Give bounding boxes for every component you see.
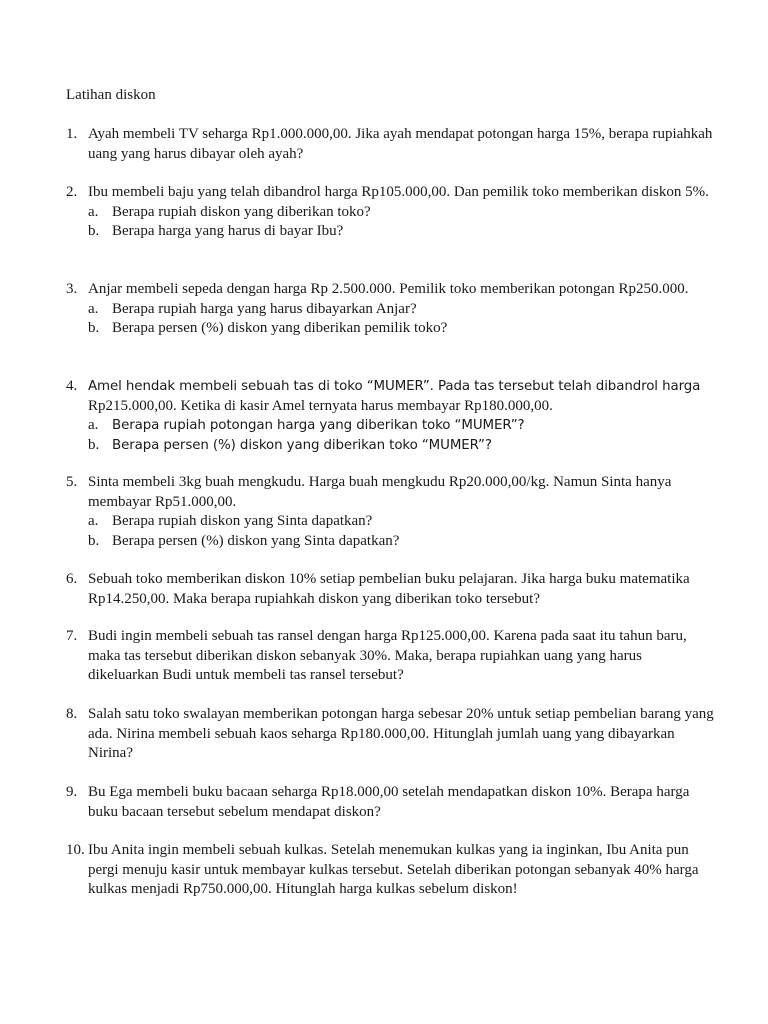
- question-7: [66, 627, 716, 686]
- sub-question-a: [88, 416, 716, 436]
- question-number: 1.: [66, 126, 78, 142]
- question-number: 7.: [66, 628, 78, 644]
- question-text: Budi ingin membeli sebuah tas ransel dengan harga Rp125.000,00. Karena pada saat itu tahun baru, maka tas tersebut diberikan diskon sebanyak 30%. Maka, berapa rupiahkan uang yang harus dikeluarkan Budi untuk membeli tas ransel tersebut?: [88, 628, 687, 683]
- question-number: 4.: [66, 378, 78, 394]
- question-number: 2.: [66, 184, 78, 200]
- question-number: 6.: [66, 571, 78, 587]
- question-number: 10.: [66, 842, 85, 858]
- question-3: [66, 280, 716, 339]
- sub-question-b: [88, 436, 716, 456]
- sub-question-letter: b.: [88, 436, 100, 453]
- question-text: [88, 377, 716, 416]
- sub-question-text: Berapa harga yang harus di bayar Ibu?: [112, 223, 344, 239]
- sub-question-letter: a.: [88, 203, 99, 220]
- question-8: [66, 705, 716, 764]
- question-10: [66, 841, 716, 900]
- question-1: [66, 125, 716, 164]
- question-text: Bu Ega membeli buku bacaan seharga Rp18.000,00 setelah mendapatkan diskon 10%. Berapa harga buku bacaan tersebut sebelum mendapat diskon?: [88, 784, 690, 820]
- question-2: [66, 183, 716, 242]
- sub-question-letter: a.: [88, 300, 99, 317]
- sub-question-text: Berapa rupiah diskon yang diberikan toko?: [112, 203, 371, 220]
- sub-question-text: Berapa persen (%) diskon yang Sinta dapatkan?: [112, 532, 400, 549]
- question-text: Ayah membeli TV seharga Rp1.000.000,00. Jika ayah mendapat potongan harga 15%, berapa rupiahkah uang yang harus dibayar oleh ayah?: [88, 126, 713, 162]
- question-number: 8.: [66, 706, 78, 722]
- sub-question-text: Berapa rupiah potongan harga yang diberikan toko “MUMER”?: [112, 418, 525, 433]
- question-9: [66, 783, 716, 822]
- sub-question-text: Berapa rupiah harga yang harus dibayarkan Anjar?: [112, 300, 417, 317]
- sub-question-text: Berapa persen (%) diskon yang diberikan pemilik toko?: [112, 320, 448, 336]
- sub-question-letter: a.: [88, 513, 99, 529]
- sub-question-b: [88, 222, 716, 242]
- question-text: Ibu Anita ingin membeli sebuah kulkas. Setelah menemukan kulkas yang ia inginkan, Ibu Anita pun pergi menuju kasir untuk membayar kulkas tersebut. Setelah diberikan potongan sebanyak 40% harga kulkas menjadi Rp750.000,00. Hitunglah harga kulkas sebelum diskon!: [88, 842, 699, 897]
- question-text: Anjar membeli sepeda dengan harga Rp 2.500.000. Pemilik toko memberikan potongan Rp250.000.: [88, 281, 689, 297]
- question-5: [66, 473, 716, 551]
- question-text-line-2: Rp215.000,00. Ketika di kasir Amel ternyata harus membayar Rp180.000,00.: [88, 397, 553, 414]
- sub-question-a: [88, 203, 716, 223]
- document-title: Latihan diskon: [66, 87, 156, 103]
- sub-question-a: [88, 512, 716, 532]
- question-number: 5.: [66, 474, 78, 490]
- question-text: Sebuah toko memberikan diskon 10% setiap pembelian buku pelajaran. Jika harga buku matematika Rp14.250,00. Maka berapa rupiahkah diskon yang diberikan toko tersebut?: [88, 571, 690, 607]
- sub-question-b: [88, 532, 716, 552]
- question-number: 3.: [66, 281, 78, 297]
- sub-question-letter: a.: [88, 417, 99, 433]
- question-text: Salah satu toko swalayan memberikan potongan harga sebesar 20% untuk setiap pembelian barang yang ada. Nirina membeli sebuah kaos seharga Rp180.000,00. Hitunglah jumlah uang yang dibayarkan Nirina?: [88, 706, 714, 761]
- sub-question-a: [88, 300, 716, 320]
- question-text: Sinta membeli 3kg buah mengkudu. Harga buah mengkudu Rp20.000,00/kg. Namun Sinta hanya membayar Rp51.000,00.: [88, 474, 672, 510]
- question-number: 9.: [66, 784, 78, 800]
- sub-question-letter: b.: [88, 320, 100, 336]
- question-4: [66, 377, 716, 455]
- sub-question-b: [88, 319, 716, 339]
- question-6: [66, 570, 716, 609]
- sub-question-letter: b.: [88, 223, 100, 239]
- question-text: Ibu membeli baju yang telah dibandrol harga Rp105.000,00. Dan pemilik toko memberikan diskon 5%.: [88, 184, 709, 200]
- question-text-line-1: Amel hendak membeli sebuah tas di toko “MUMER”. Pada tas tersebut telah dibandrol harga: [88, 379, 701, 394]
- sub-question-letter: b.: [88, 532, 100, 549]
- sub-question-text: Berapa rupiah diskon yang Sinta dapatkan?: [112, 513, 373, 529]
- sub-question-text: Berapa persen (%) diskon yang diberikan toko “MUMER”?: [112, 437, 492, 453]
